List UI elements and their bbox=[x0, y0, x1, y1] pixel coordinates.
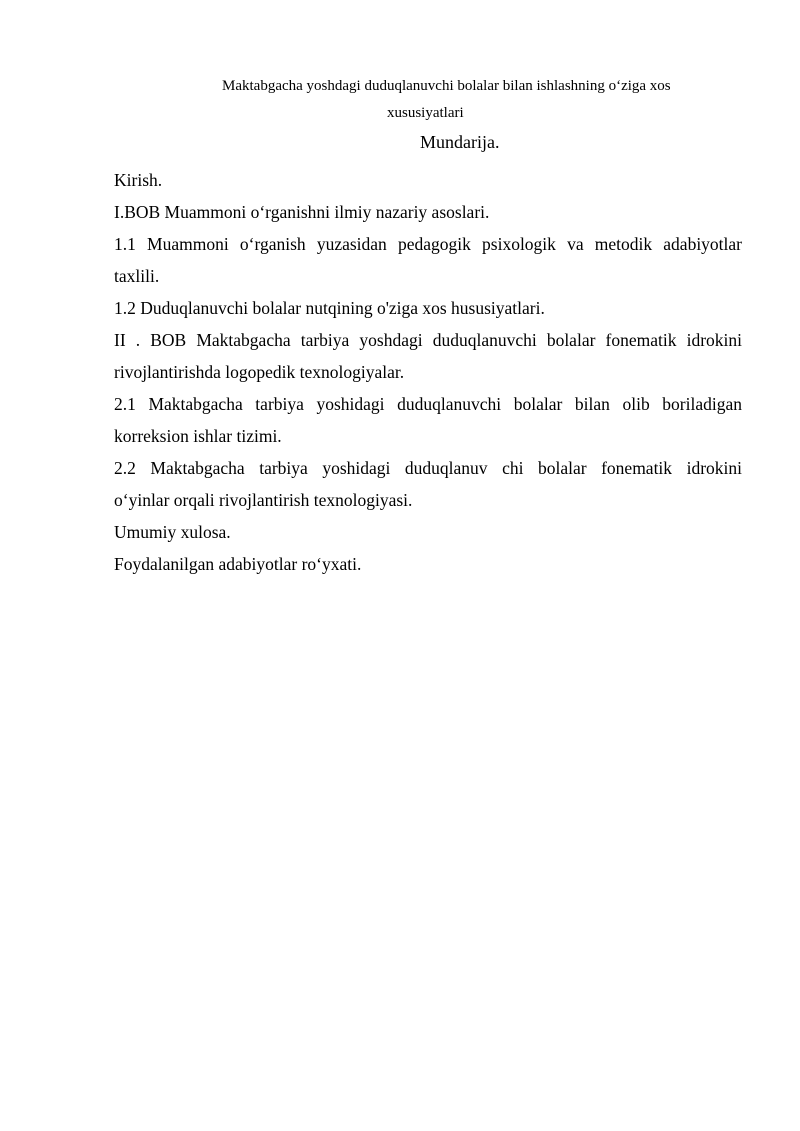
toc-entry-references: Foydalanilgan adabiyotlar ro‘yxati. bbox=[114, 554, 362, 574]
toc-entry-section-1-1: 1.1 Muammoni o‘rganish yuzasidan pedagogik psixologik va metodik adabiyotlar bbox=[114, 234, 742, 254]
document-title-line-1: Maktabgacha yoshdagi duduqlanuvchi bolalar bilan ishlashning o‘ziga xos bbox=[222, 78, 671, 94]
toc-entry-introduction: Kirish. bbox=[114, 170, 163, 190]
table-of-contents bbox=[114, 164, 742, 580]
document-title-line-2: xususiyatlari bbox=[387, 105, 464, 121]
contents-heading: Mundarija. bbox=[420, 132, 500, 152]
toc-entry-chapter-2: II . BOB Maktabgacha tarbiya yoshdagi duduqlanuvchi bolalar fonematik idrokini bbox=[114, 330, 742, 350]
toc-entry-section-1-2: 1.2 Duduqlanuvchi bolalar nutqining o'ziga xos hususiyatlari. bbox=[114, 298, 545, 318]
toc-entry-section-2-1-cont: korreksion ishlar tizimi. bbox=[114, 426, 282, 446]
toc-entry-conclusion: Umumiy xulosa. bbox=[114, 522, 231, 542]
toc-entry-chapter-1: I.BOB Muammoni o‘rganishni ilmiy nazariy asoslari. bbox=[114, 202, 490, 222]
toc-entry-section-2-1: 2.1 Maktabgacha tarbiya yoshidagi duduqlanuvchi bolalar bilan olib boriladigan bbox=[114, 394, 742, 414]
toc-entry-chapter-2-cont: rivojlantirishda logopedik texnologiyalar. bbox=[114, 362, 405, 382]
toc-entry-section-1-1-cont: taxlili. bbox=[114, 266, 160, 286]
toc-entry-section-2-2: 2.2 Maktabgacha tarbiya yoshidagi duduqlanuv chi bolalar fonematik idrokini bbox=[114, 458, 742, 478]
toc-entry-section-2-2-cont: o‘yinlar orqali rivojlantirish texnologiyasi. bbox=[114, 490, 413, 510]
